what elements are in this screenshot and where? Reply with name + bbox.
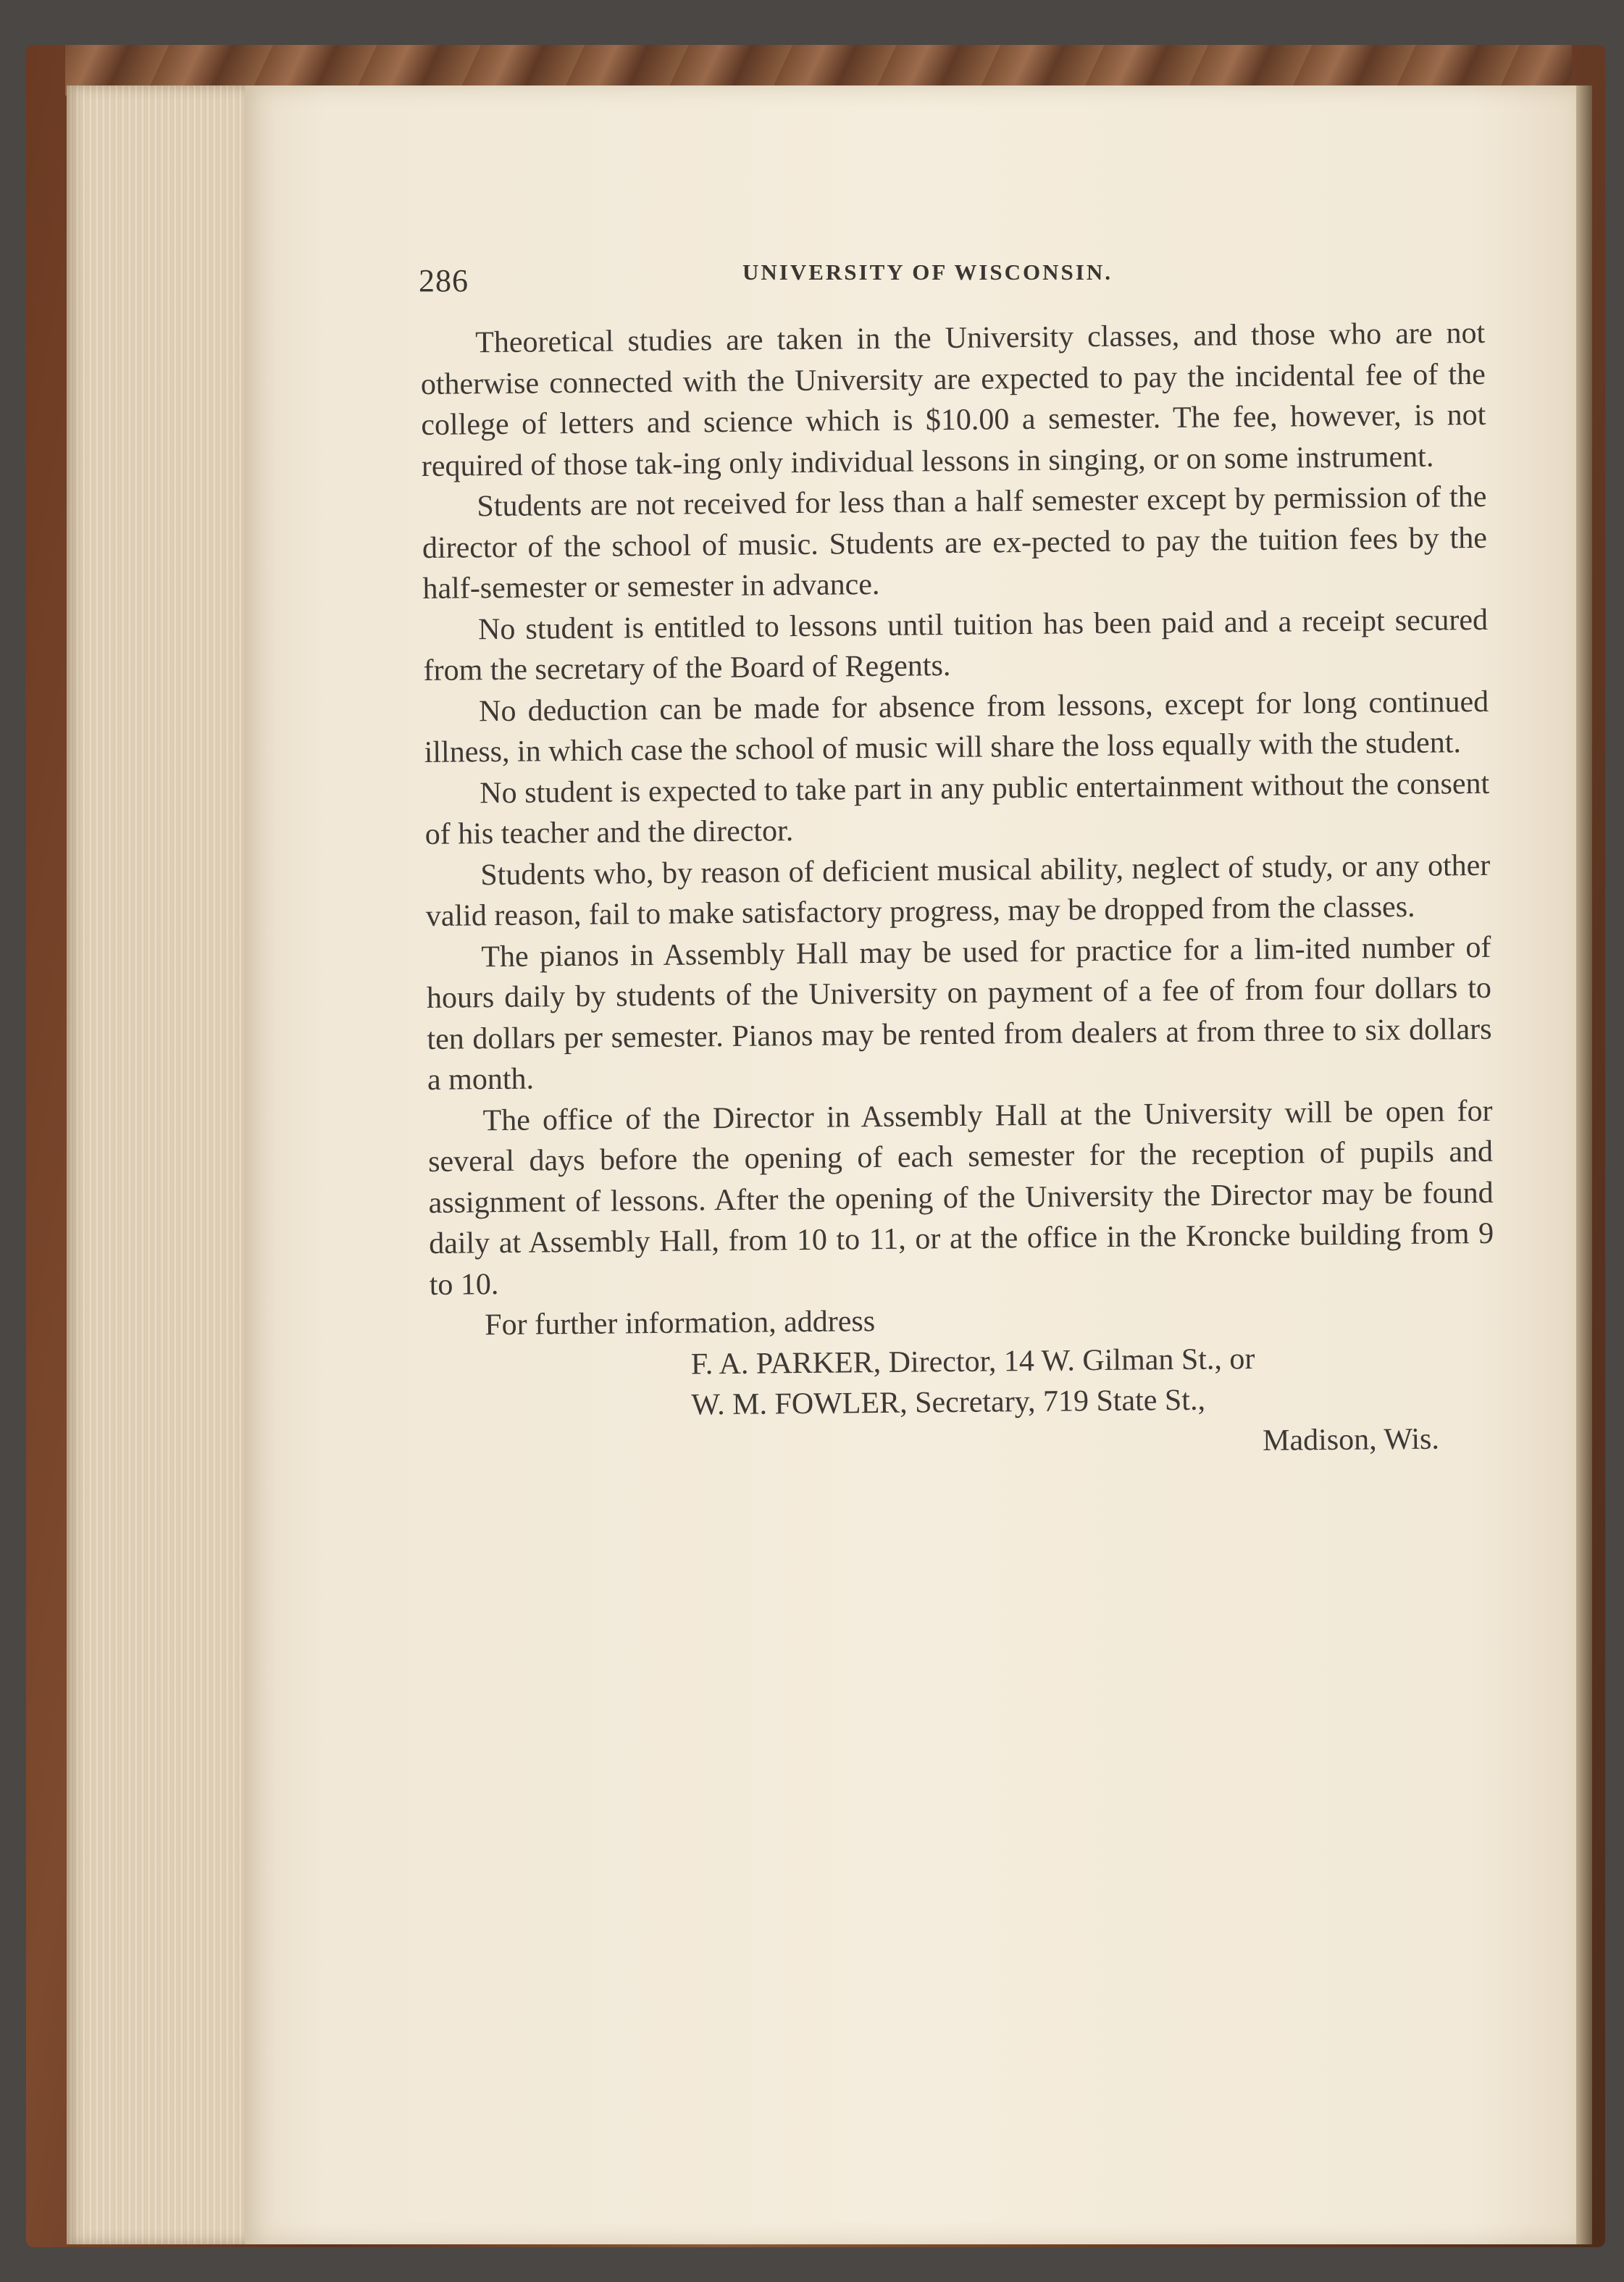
- paragraph-pianos: The pianos in Assembly Hall may be used for practice for a lim-ited number of hours daily by students of the University on payment of a fee of from four dollars to ten dollars per semester. Pianos may be rented from dealers at from three to six dollars a month.: [426, 930, 1492, 1097]
- paragraph-public-entertainment: No student is expected to take part in any public entertainment without the consent of his teacher and the director.: [424, 766, 1490, 851]
- paragraph-absence-deduction: No deduction can be made for absence from lessons, except for long continued illness, in which case the school of music will share the loss equally with the student.: [424, 685, 1489, 769]
- running-head: UNIVERSITY OF WISCONSIN.: [742, 259, 1113, 285]
- paragraph-office-hours: The office of the Director in Assembly Hall at the University will be open for several days before the opening of each semester for the reception of pupils and assignment of lessons. After the opening of the University the Director may be found daily at Assembly Hall, from 10 to 11, or at the office in the Kroncke building from 9 to 10.: [427, 1094, 1494, 1302]
- address-city: Madison, Wis.: [1262, 1422, 1440, 1458]
- page-body: [420, 313, 1496, 1469]
- stacked-page-edges: [67, 85, 249, 2244]
- paragraph-dropped-students: Students who, by reason of deficient musical ability, neglect of study, or any other valid reason, fail to make satisfactory progress, may be dropped from the classes.: [425, 848, 1491, 933]
- paragraph-tuition-receipt: No student is entitled to lessons until tuition has been paid and a receipt secured from the secretary of the Board of Regents.: [423, 603, 1489, 687]
- paragraph-theoretical-studies: Theoretical studies are taken in the University classes, and those who are not otherwise connected with the University are expected to pay the incidental fee of the college of letters and science which is $10.00 a semester. The fee, however, is not required of those tak-ing only individual lessons in singing, or on some instrument.: [420, 316, 1486, 483]
- address-block: [430, 1336, 1497, 1469]
- address-line-fowler: W. M. FOWLER, Secretary, 719 State St.,: [691, 1383, 1206, 1422]
- page-number: 286: [419, 263, 469, 298]
- paragraph-further-information: For further information, address: [485, 1305, 876, 1342]
- gutter-shadow: [1576, 85, 1592, 2244]
- address-line-parker: F. A. PARKER, Director, 14 W. Gilman St., or: [690, 1342, 1255, 1381]
- paragraph-half-semester: Students are not received for less than a half semester except by permission of the director of the school of music. Students are ex-pected to pay the tuition fees by the half-semester or semester in advance.: [422, 480, 1488, 606]
